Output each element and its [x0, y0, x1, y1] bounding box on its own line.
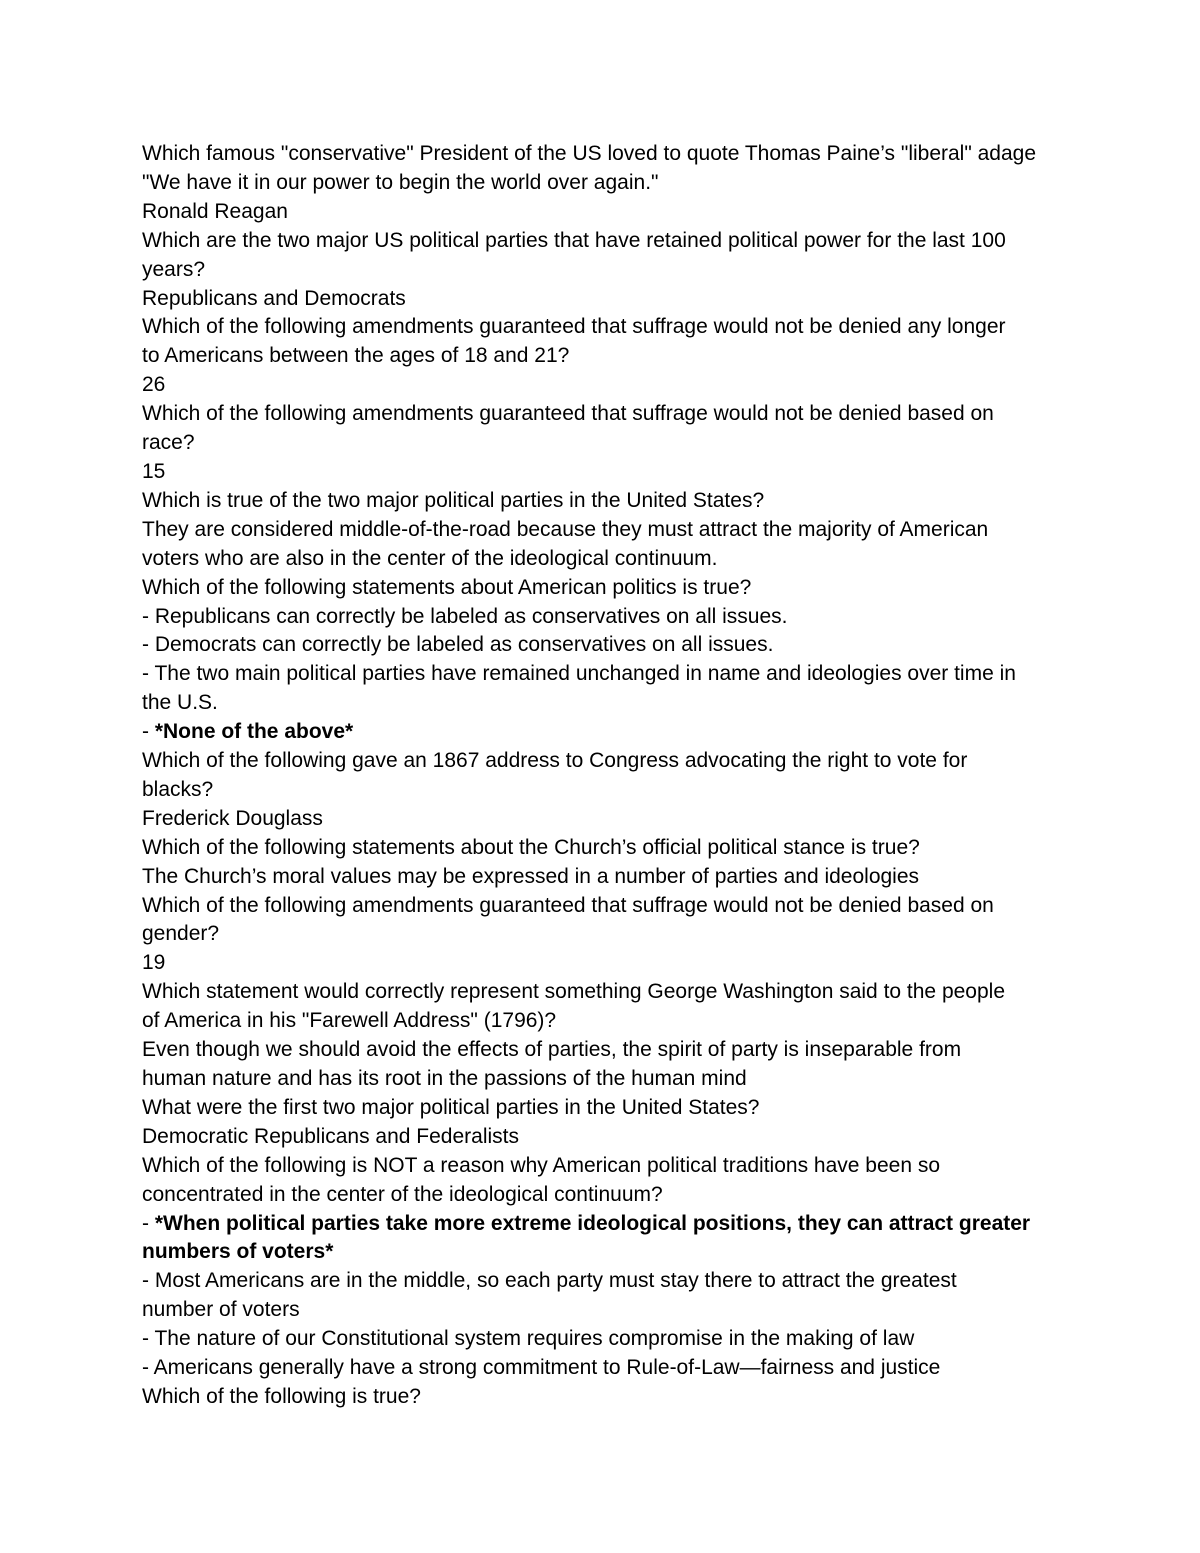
question-line: Which of the following is NOT a reason why American political traditions have been so: [142, 1153, 941, 1177]
question-line: What were the first two major political parties in the United States?: [142, 1095, 760, 1119]
highlighted-answer: numbers of voters*: [142, 1240, 334, 1264]
highlighted-answer: *None of the above*: [154, 720, 354, 744]
question-line: to Americans between the ages of 18 and 21?: [142, 344, 570, 368]
answer-line: human nature and has its root in the passions of the human mind: [142, 1067, 747, 1090]
option-prefix: -: [142, 720, 155, 744]
question-line: Which of the following statements about American politics is true?: [142, 575, 752, 599]
answer-line: 15: [142, 459, 166, 483]
option-prefix: -: [142, 1211, 155, 1235]
answer-line: Republicans and Democrats: [142, 286, 406, 310]
question-line: Which is true of the two major political parties in the United States?: [142, 488, 765, 512]
question-line: Which of the following is true?: [142, 1384, 421, 1408]
answer-line: voters who are also in the center of the ideological continuum.: [142, 546, 718, 570]
question-line: race?: [142, 431, 195, 455]
answer-line: They are considered middle-of-the-road because they must attract the majority of American: [142, 517, 989, 541]
answer-line: Ronald Reagan: [142, 199, 288, 223]
answer-line: Democratic Republicans and Federalists: [142, 1124, 520, 1148]
correct-option-line: [142, 1238, 1072, 1267]
question-line: Which of the following amendments guaranteed that suffrage would not be denied based on: [142, 893, 994, 917]
question-line: Which famous "conservative" President of the US loved to quote Thomas Paine’s "liberal" adage: [142, 142, 1037, 165]
question-line: concentrated in the center of the ideological continuum?: [142, 1182, 663, 1206]
correct-option-line: [142, 718, 1072, 747]
study-guide-text: [142, 140, 1072, 1412]
option-line: the U.S.: [142, 691, 218, 715]
question-line: Which of the following amendments guaranteed that suffrage would not be denied based on: [142, 402, 994, 426]
correct-option-line: [142, 1210, 1072, 1239]
question-line: blacks?: [142, 777, 214, 801]
option-line: - Democrats can correctly be labeled as conservatives on all issues.: [142, 633, 774, 657]
question-line: Which of the following amendments guaranteed that suffrage would not be denied any longer: [142, 315, 1006, 339]
answer-line: The Church’s moral values may be expressed in a number of parties and ideologies: [142, 864, 920, 888]
answer-line: 26: [142, 373, 166, 397]
option-line: - The nature of our Constitutional system requires compromise in the making of law: [142, 1327, 915, 1351]
answer-line: Even though we should avoid the effects of parties, the spirit of party is inseparable from: [142, 1038, 962, 1062]
option-line: - Most Americans are in the middle, so each party must stay there to attract the greatest: [142, 1269, 957, 1293]
highlighted-answer: *When political parties take more extreme ideological positions, they can attract greater: [154, 1211, 1031, 1235]
question-line: of America in his "Farewell Address" (1796)?: [142, 1009, 557, 1033]
question-line: Which statement would correctly represent something George Washington said to the people: [142, 980, 1006, 1004]
question-line: Which of the following gave an 1867 address to Congress advocating the right to vote for: [142, 749, 968, 773]
option-line: number of voters: [142, 1298, 300, 1322]
question-line: Which of the following statements about the Church’s official political stance is true?: [142, 835, 920, 859]
document-page: [142, 140, 1072, 1412]
answer-line: Frederick Douglass: [142, 806, 323, 830]
option-line: - Republicans can correctly be labeled as conservatives on all issues.: [142, 604, 788, 628]
question-line: gender?: [142, 922, 220, 946]
answer-line: 19: [142, 951, 166, 975]
question-line: years?: [142, 257, 206, 281]
option-line: - Americans generally have a strong commitment to Rule-of-Law—fairness and justice: [142, 1356, 941, 1380]
option-line: - The two main political parties have remained unchanged in name and ideologies over time in: [142, 662, 1016, 686]
question-line: Which are the two major US political parties that have retained political power for the last 100: [142, 228, 1006, 252]
question-line: "We have it in our power to begin the world over again.": [142, 170, 659, 194]
